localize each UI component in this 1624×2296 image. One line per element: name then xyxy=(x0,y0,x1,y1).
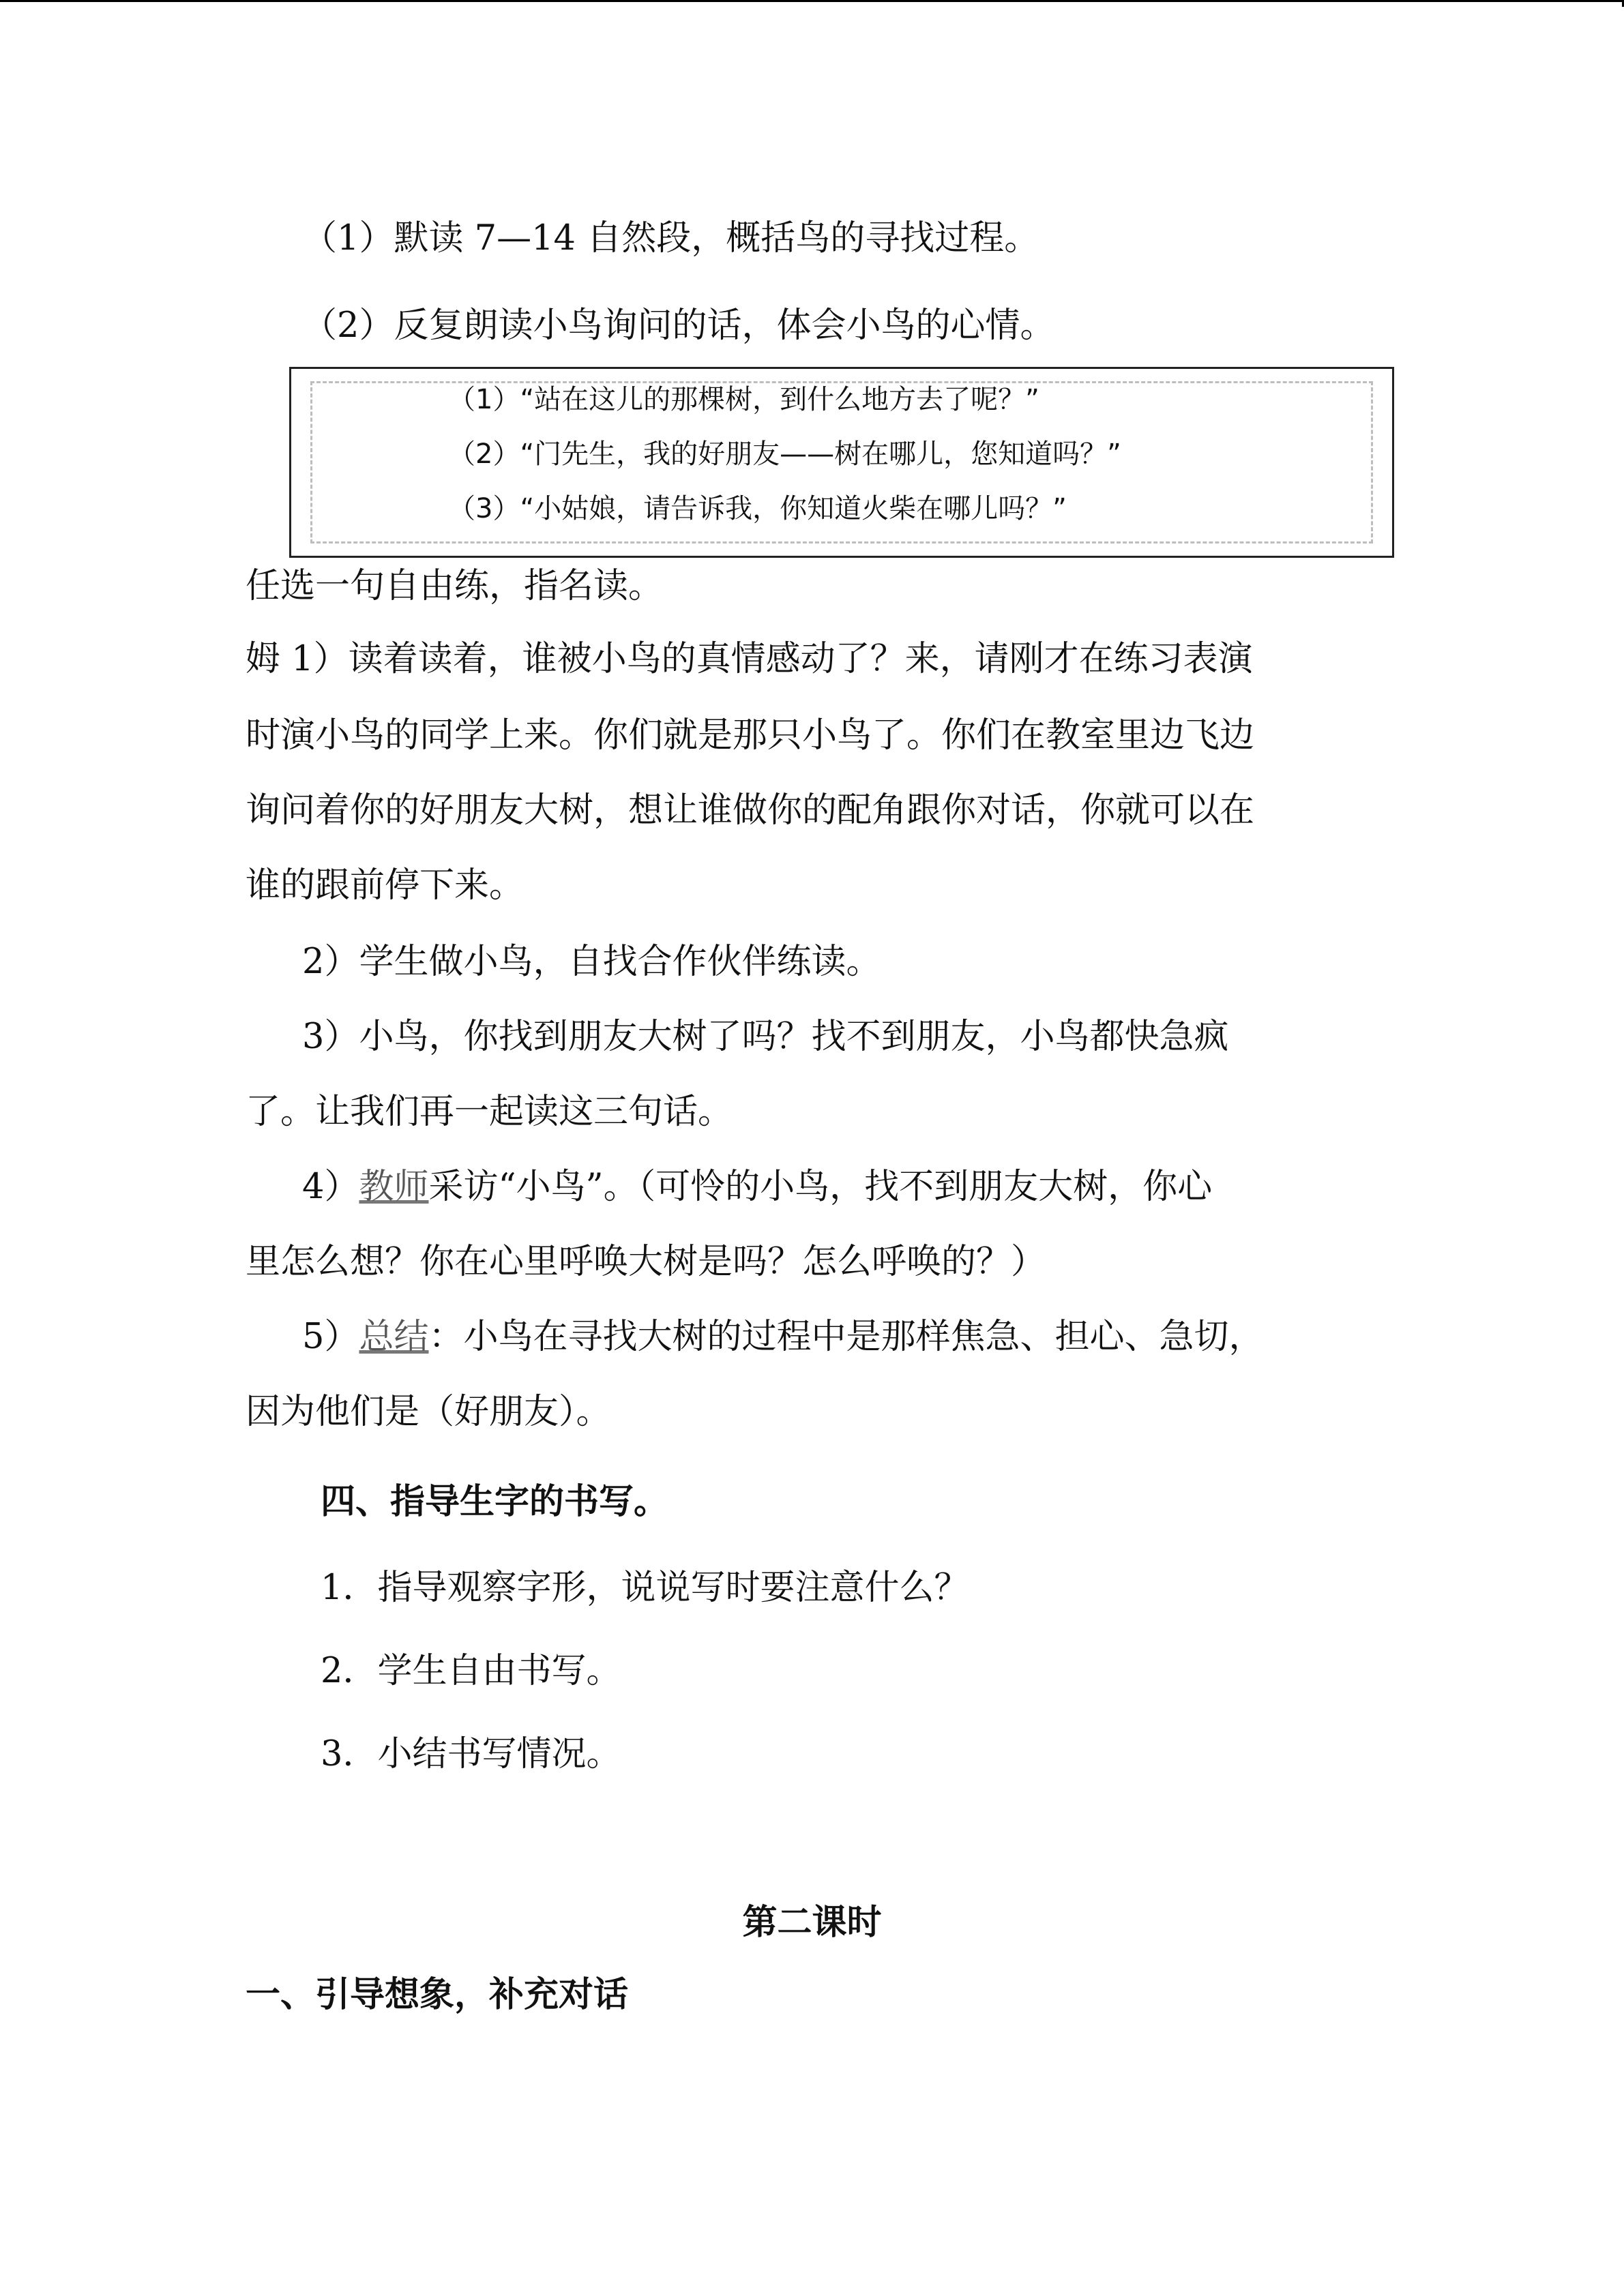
paragraph-1-line-3: 询问着你的好朋友大树，想让谁做你的配角跟你对话，你就可以在 xyxy=(246,790,1255,831)
revision-mark-teacher: 教师 xyxy=(359,1167,429,1207)
paragraph-3-line-2: 了。让我们再一起读这三句话。 xyxy=(246,1092,733,1132)
paragraph-5-line-2: 因为他们是（好朋友）。 xyxy=(246,1392,611,1432)
lesson-2-heading-1: 一、引导想象，补充对话 xyxy=(246,1975,629,2015)
section-4-heading: 四、指导生字的书写。 xyxy=(321,1482,669,1522)
paragraph-4-text: 采访“小鸟”。（可怜的小鸟，找不到朋友大树，你心 xyxy=(428,1167,1213,1207)
paragraph-1-line-1: 姆 1）读着读着，谁被小鸟的真情感动了？来，请刚才在练习表演 xyxy=(246,639,1253,679)
section-4-item-1: 1．指导观察字形，说说写时要注意什么？ xyxy=(321,1568,969,1608)
quote-3: （3）“小姑娘，请告诉我，你知道火柴在哪儿吗？” xyxy=(448,493,1067,524)
paragraph-1-line-2: 时演小鸟的同学上来。你们就是那只小鸟了。你们在教室里边飞边 xyxy=(246,715,1255,756)
quote-box xyxy=(289,367,1394,558)
paragraph-5-prefix: 5） xyxy=(302,1317,359,1357)
paragraph-4-line-1 xyxy=(302,1165,1448,1209)
paragraph-2: 2）学生做小鸟，自找合作伙伴练读。 xyxy=(302,942,881,982)
paragraph-4-line-2: 里怎么想？你在心里呼唤大树是吗？怎么呼唤的？） xyxy=(246,1242,1046,1282)
paragraph-4-prefix: 4） xyxy=(302,1167,359,1207)
quote-1: （1）“站在这儿的那棵树，到什么地方去了呢？” xyxy=(448,384,1039,415)
quote-2: （2）“门先生，我的好朋友——树在哪儿，您知道吗？” xyxy=(448,438,1121,470)
lesson-2-title: 第二课时 xyxy=(742,1903,882,1943)
paragraph-3-line-1: 3）小鸟，你找到朋友大树了吗？找不到朋友，小鸟都快急疯 xyxy=(302,1017,1229,1057)
free-practice: 任选一句自由练，指名读。 xyxy=(246,566,664,606)
paragraph-1-line-4: 谁的跟前停下来。 xyxy=(246,865,525,906)
paragraph-5-line-1 xyxy=(302,1315,1448,1359)
section-4-item-3: 3．小结书写情况。 xyxy=(321,1734,621,1774)
step-2: （2）反复朗读小鸟询问的话，体会小鸟的心情。 xyxy=(302,305,1055,346)
paragraph-5-text: ：小鸟在寻找大树的过程中是那样焦急、担心、急切， xyxy=(428,1317,1264,1357)
page-top-border xyxy=(0,0,1624,2)
step-1: （1）默读 7—14 自然段，概括鸟的寻找过程。 xyxy=(302,218,1039,258)
revision-mark-summary: 总结 xyxy=(359,1317,429,1357)
section-4-item-2: 2．学生自由书写。 xyxy=(321,1651,621,1691)
